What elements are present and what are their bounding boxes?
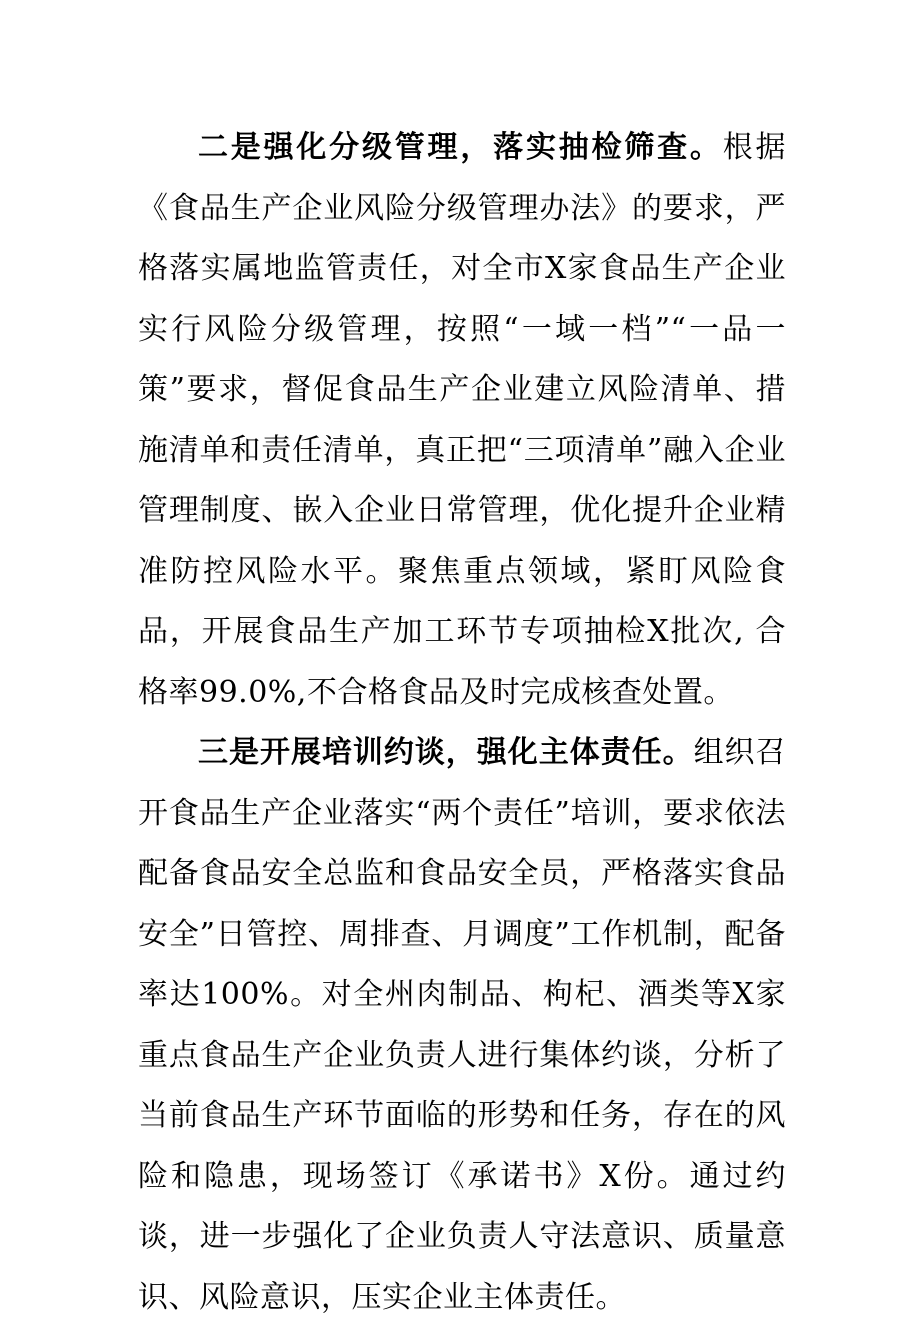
document-page — [138, 118, 786, 1328]
paragraph-lead-heading: 二是强化分级管理，落实抽检筛查。 — [198, 130, 723, 165]
paragraph-training-interviews — [138, 723, 786, 1328]
paragraph-grading-management — [138, 118, 786, 723]
paragraph-body-text: 组织召开食品生产企业落实“两个责任”培训，要求依法配备食品安全总监和食品安全员，严格落实食品安全”日管控、周排查、月调度”工作机制，配备率达100%。对全州肉制品、枸杞、酒类等X家重点食品生产企业负责人进行集体约谈，分析了当前食品生产环节面临的形势和任务，存在的风险和隐患，现场签订《承诺书》X份。通过约谈，进一步强化了企业负责人守法意识、质量意识、风险意识，压实企业主体责任。 — [138, 735, 787, 1315]
paragraph-lead-heading: 三是开展培训约谈，强化主体责任。 — [198, 735, 694, 770]
paragraph-body-text: 根据《食品生产企业风险分级管理办法》的要求，严格落实属地监管责任，对全市X家食品生产企业实行风险分级管理，按照“一域一档”“一品一策”要求，督促食品生产企业建立风险清单、措施清单和责任清单，真正把“三项清单”融入企业管理制度、嵌入企业日常管理，优化提升企业精准防控风险水平。聚焦重点领域，紧盯风险食品，开展食品生产加工环节专项抽检X批次, 合格率99.0%,不合格食品及时完成核查处置。 — [138, 130, 787, 710]
